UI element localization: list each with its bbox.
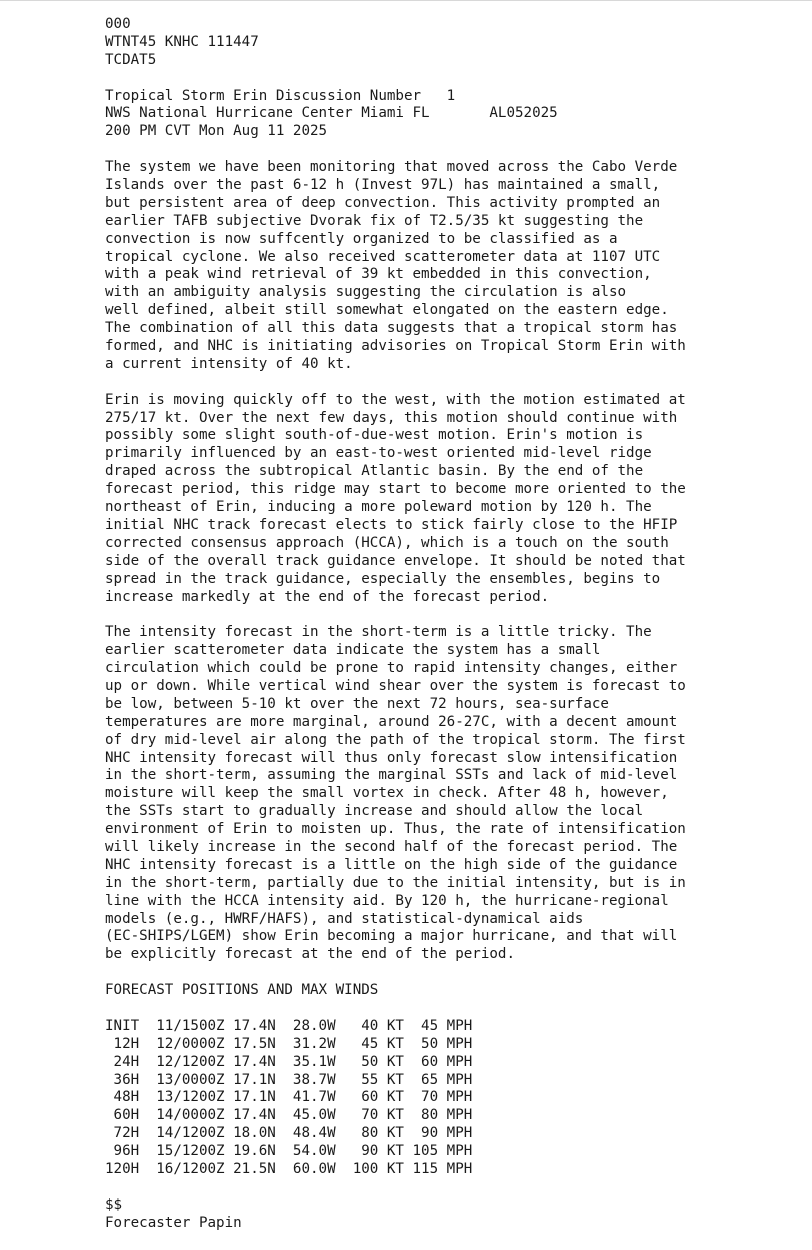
forecast-row: 60H 14/0000Z 17.4N 45.0W 70 KT 80 MPH (105, 1107, 473, 1124)
paragraph-line: be low, between 5-10 kt over the next 72 hours, sea-surface (105, 695, 609, 712)
discussion-document (105, 16, 805, 1233)
paragraph-line: moisture will keep the small vortex in check. After 48 h, however, (105, 785, 669, 802)
product-header (105, 16, 805, 70)
paragraph-line: convection is now suffcently organized to be classified as a (105, 230, 618, 247)
header-line: WTNT45 KNHC 111447 (105, 33, 259, 50)
discussion-title: Tropical Storm Erin Discussion Number 1 (105, 87, 456, 104)
paragraph-line: with an ambiguity analysis suggesting the circulation is also (105, 284, 627, 301)
paragraph-line: spread in the track guidance, especially the ensembles, begins to (105, 570, 661, 587)
paragraph-line: temperatures are more marginal, around 26-27C, with a decent amount (105, 713, 678, 730)
header-line: 000 (105, 16, 131, 32)
end-marker: $$ (105, 1196, 123, 1213)
paragraph-line: circulation which could be prone to rapid intensity changes, either (105, 660, 678, 677)
paragraph-line: of dry mid-level air along the path of the tropical storm. The first (105, 731, 686, 748)
paragraph-3 (105, 624, 805, 964)
paragraph-line: models (e.g., HWRF/HAFS), and statistical-dynamical aids (105, 910, 584, 927)
paragraph-line: up or down. While vertical wind shear over the system is forecast to (105, 677, 686, 694)
forecaster-signature: Forecaster Papin (105, 1214, 242, 1231)
paragraph-line: be explicitly forecast at the end of the period. (105, 946, 515, 963)
forecast-row: 48H 13/1200Z 17.1N 41.7W 60 KT 70 MPH (105, 1089, 473, 1106)
paragraph-line: draped across the subtropical Atlantic basin. By the end of the (105, 463, 644, 480)
paragraph-line: forecast period, this ridge may start to become more oriented to the (105, 481, 686, 498)
paragraph-line: possibly some slight south-of-due-west motion. Erin's motion is (105, 427, 644, 444)
forecast-row: 36H 13/0000Z 17.1N 38.7W 55 KT 65 MPH (105, 1071, 473, 1088)
paragraph-line: earlier scatterometer data indicate the system has a small (105, 642, 601, 659)
paragraph-line: with a peak wind retrieval of 39 kt embedded in this convection, (105, 266, 652, 283)
title-block (105, 88, 805, 142)
paragraph-line: tropical cyclone. We also received scatterometer data at 1107 UTC (105, 248, 661, 265)
paragraph-line: northeast of Erin, inducing a more poleward motion by 120 h. The (105, 499, 652, 516)
paragraph-line: environment of Erin to moisten up. Thus, the rate of intensification (105, 821, 686, 838)
paragraph-line: will likely increase in the second half of the forecast period. The (105, 838, 678, 855)
paragraph-2 (105, 392, 805, 607)
paragraph-line: Erin is moving quickly off to the west, with the motion estimated at (105, 391, 686, 408)
paragraph-line: the SSTs start to gradually increase and should allow the local (105, 803, 644, 820)
paragraph-line: well defined, albeit still somewhat elongated on the eastern edge. (105, 302, 669, 319)
paragraph-line: earlier TAFB subjective Dvorak fix of T2.5/35 kt suggesting the (105, 212, 644, 229)
paragraph-line: line with the HCCA intensity aid. By 120 h, the hurricane-regional (105, 892, 669, 909)
forecast-row: INIT 11/1500Z 17.4N 28.0W 40 KT 45 MPH (105, 1017, 473, 1034)
paragraph-line: 275/17 kt. Over the next few days, this motion should continue with (105, 409, 678, 426)
forecast-row: 72H 14/1200Z 18.0N 48.4W 80 KT 90 MPH (105, 1125, 473, 1142)
paragraph-line: (EC-SHIPS/LGEM) show Erin becoming a major hurricane, and that will (105, 928, 678, 945)
forecast-row: 120H 16/1200Z 21.5N 60.0W 100 KT 115 MPH (105, 1161, 473, 1177)
forecast-row: 24H 12/1200Z 17.4N 35.1W 50 KT 60 MPH (105, 1053, 473, 1070)
paragraph-line: in the short-term, partially due to the initial intensity, but is in (105, 874, 686, 891)
paragraph-line: corrected consensus approach (HCCA), which is a touch on the south (105, 534, 669, 551)
paragraph-line: The intensity forecast in the short-term is a little tricky. The (105, 624, 652, 641)
paragraph-line: The combination of all this data suggests that a tropical storm has (105, 320, 678, 337)
paragraph-line: Islands over the past 6-12 h (Invest 97L) has maintained a small, (105, 177, 661, 194)
forecast-row: 12H 12/0000Z 17.5N 31.2W 45 KT 50 MPH (105, 1035, 473, 1052)
issue-time: 200 PM CVT Mon Aug 11 2025 (105, 123, 328, 140)
issuing-office: NWS National Hurricane Center Miami FL AL052025 (105, 105, 558, 122)
paragraph-line: NHC intensity forecast is a little on the high side of the guidance (105, 856, 678, 873)
paragraph-line: but persistent area of deep convection. This activity prompted an (105, 194, 661, 211)
paragraph-line: increase markedly at the end of the forecast period. (105, 588, 550, 605)
paragraph-line: The system we have been monitoring that moved across the Cabo Verde (105, 159, 678, 176)
header-line: TCDAT5 (105, 51, 157, 68)
forecast-heading: FORECAST POSITIONS AND MAX WINDS (105, 982, 379, 999)
paragraph-line: NHC intensity forecast will thus only forecast slow intensification (105, 749, 678, 766)
paragraph-1 (105, 159, 805, 374)
paragraph-line: formed, and NHC is initiating advisories on Tropical Storm Erin with (105, 338, 686, 355)
forecast-table (105, 1018, 805, 1179)
paragraph-line: a current intensity of 40 kt. (105, 355, 353, 372)
top-divider (0, 0, 812, 1)
paragraph-line: primarily influenced by an east-to-west oriented mid-level ridge (105, 445, 652, 462)
forecast-row: 96H 15/1200Z 19.6N 54.0W 90 KT 105 MPH (105, 1143, 473, 1160)
paragraph-line: side of the overall track guidance envelope. It should be noted that (105, 552, 686, 569)
paragraph-line: initial NHC track forecast elects to stick fairly close to the HFIP (105, 516, 678, 533)
paragraph-line: in the short-term, assuming the marginal SSTs and lack of mid-level (105, 767, 678, 784)
